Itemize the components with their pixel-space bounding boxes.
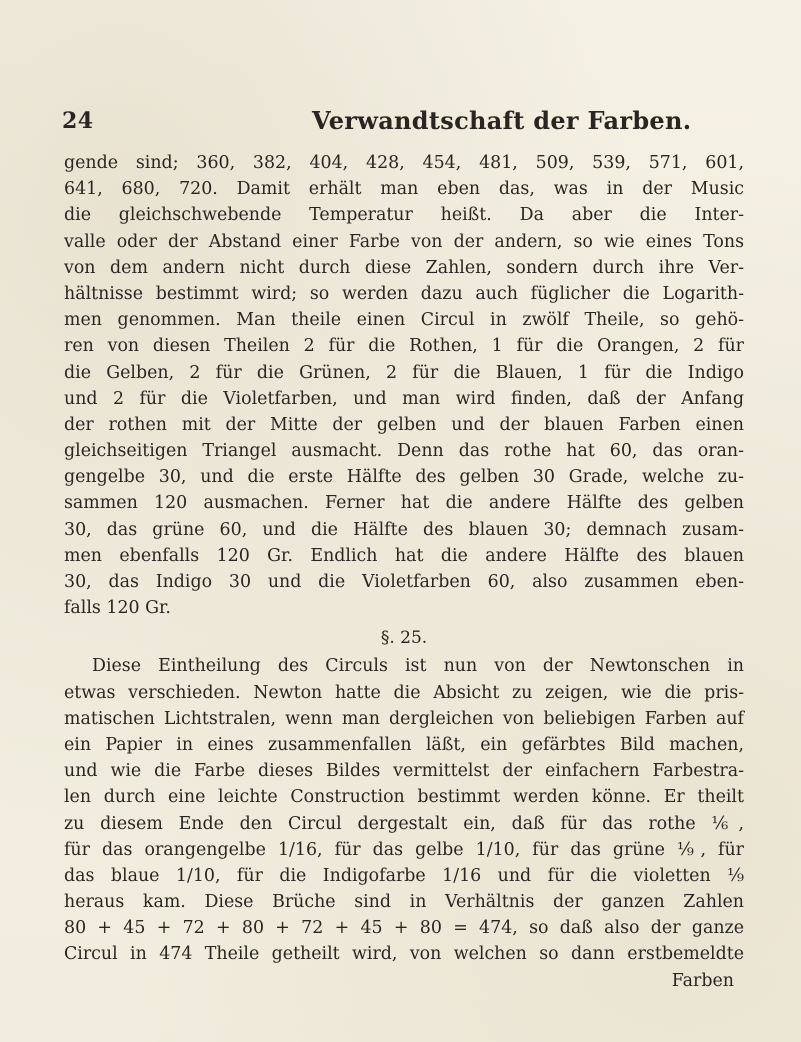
- text-line: der rothen mit der Mitte der gelben und der blauen Farben einen: [64, 414, 744, 435]
- text-line: 641, 680, 720. Damit erhält man eben das, was in der Music: [64, 179, 744, 200]
- text-line: ein Papier in eines zusammenfallen läßt, ein gefärbtes Bild machen,: [64, 734, 744, 755]
- paragraph-1: [64, 150, 744, 621]
- text-line: 30, das grüne 60, und die Hälfte des blauen 30; demnach zusam-: [64, 519, 744, 540]
- paragraph-2: [64, 653, 744, 967]
- text-line: und wie die Farbe dieses Bildes vermittelst der einfachern Farbestra-: [64, 761, 744, 782]
- text-line: gleichseitigen Triangel ausmacht. Denn das rothe hat 60, das oran-: [64, 441, 744, 462]
- text-line: ren von diesen Theilen 2 für die Rothen, 1 für die Orangen, 2 für: [64, 336, 744, 357]
- text-line: Circul in 474 Theile getheilt wird, von welchen so dann erstbemeldte: [64, 944, 744, 965]
- text-line: matischen Lichtstralen, wenn man dergleichen von beliebigen Farben auf: [64, 708, 744, 729]
- text-line: falls 120 Gr.: [64, 598, 171, 619]
- text-line: sammen 120 ausmachen. Ferner hat die andere Hälfte des gelben: [64, 493, 744, 514]
- text-line: etwas verschieden. Newton hatte die Absicht zu zeigen, wie die pris-: [64, 682, 744, 703]
- page-number: 24: [62, 108, 94, 134]
- running-head: Verwandtschaft der Farben.: [312, 106, 692, 135]
- text-line: zu diesem Ende den Circul dergestalt ein, daß für das rothe ⅙,: [64, 813, 744, 834]
- text-line: die gleichschwebende Temperatur heißt. Da aber die Inter-: [64, 205, 744, 226]
- text-line: hältnisse bestimmt wird; so werden dazu auch füglicher die Logarith-: [64, 283, 744, 304]
- text-line: men ebenfalls 120 Gr. Endlich hat die andere Hälfte des blauen: [64, 545, 744, 566]
- text-line: gende sind; 360, 382, 404, 428, 454, 481, 509, 539, 571, 601,: [64, 153, 744, 173]
- text-line: das blaue 1/10, für die Indigofarbe 1/16 und für die violetten ⅑: [64, 865, 744, 886]
- text-line: die Gelben, 2 für die Grünen, 2 für die Blauen, 1 für die Indigo: [64, 362, 744, 383]
- text-line: men genommen. Man theile einen Circul in zwölf Theile, so gehö-: [64, 310, 744, 331]
- text-line: 30, das Indigo 30 und die Violetfarben 60, also zusammen eben-: [64, 572, 744, 592]
- catchword: Farben: [671, 970, 734, 991]
- text-line: von dem andern nicht durch diese Zahlen, sondern durch ihre Ver-: [64, 257, 744, 278]
- text-line: 80 + 45 + 72 + 80 + 72 + 45 + 80 = 474, so daß also der ganze: [64, 918, 744, 939]
- text-line: heraus kam. Diese Brüche sind in Verhältnis der ganzen Zahlen: [64, 892, 744, 913]
- text-line: len durch eine leichte Construction bestimmt werden könne. Er theilt: [64, 787, 744, 808]
- text-line: valle oder der Abstand einer Farbe von der andern, so wie eines Tons: [64, 231, 744, 252]
- text-line: und 2 für die Violetfarben, und man wird finden, daß der Anfang: [64, 388, 744, 409]
- body-text: [64, 150, 744, 994]
- text-line: für das orangengelbe 1/16, für das gelbe 1/10, für das grüne ⅑, für: [64, 839, 744, 860]
- section-heading: §. 25.: [380, 628, 428, 649]
- text-line: gengelbe 30, und die erste Hälfte des gelben 30 Grade, welche zu-: [64, 467, 744, 488]
- text-line: Diese Eintheilung des Circuls ist nun von der Newtonschen in: [92, 656, 744, 677]
- page-header: [62, 104, 742, 144]
